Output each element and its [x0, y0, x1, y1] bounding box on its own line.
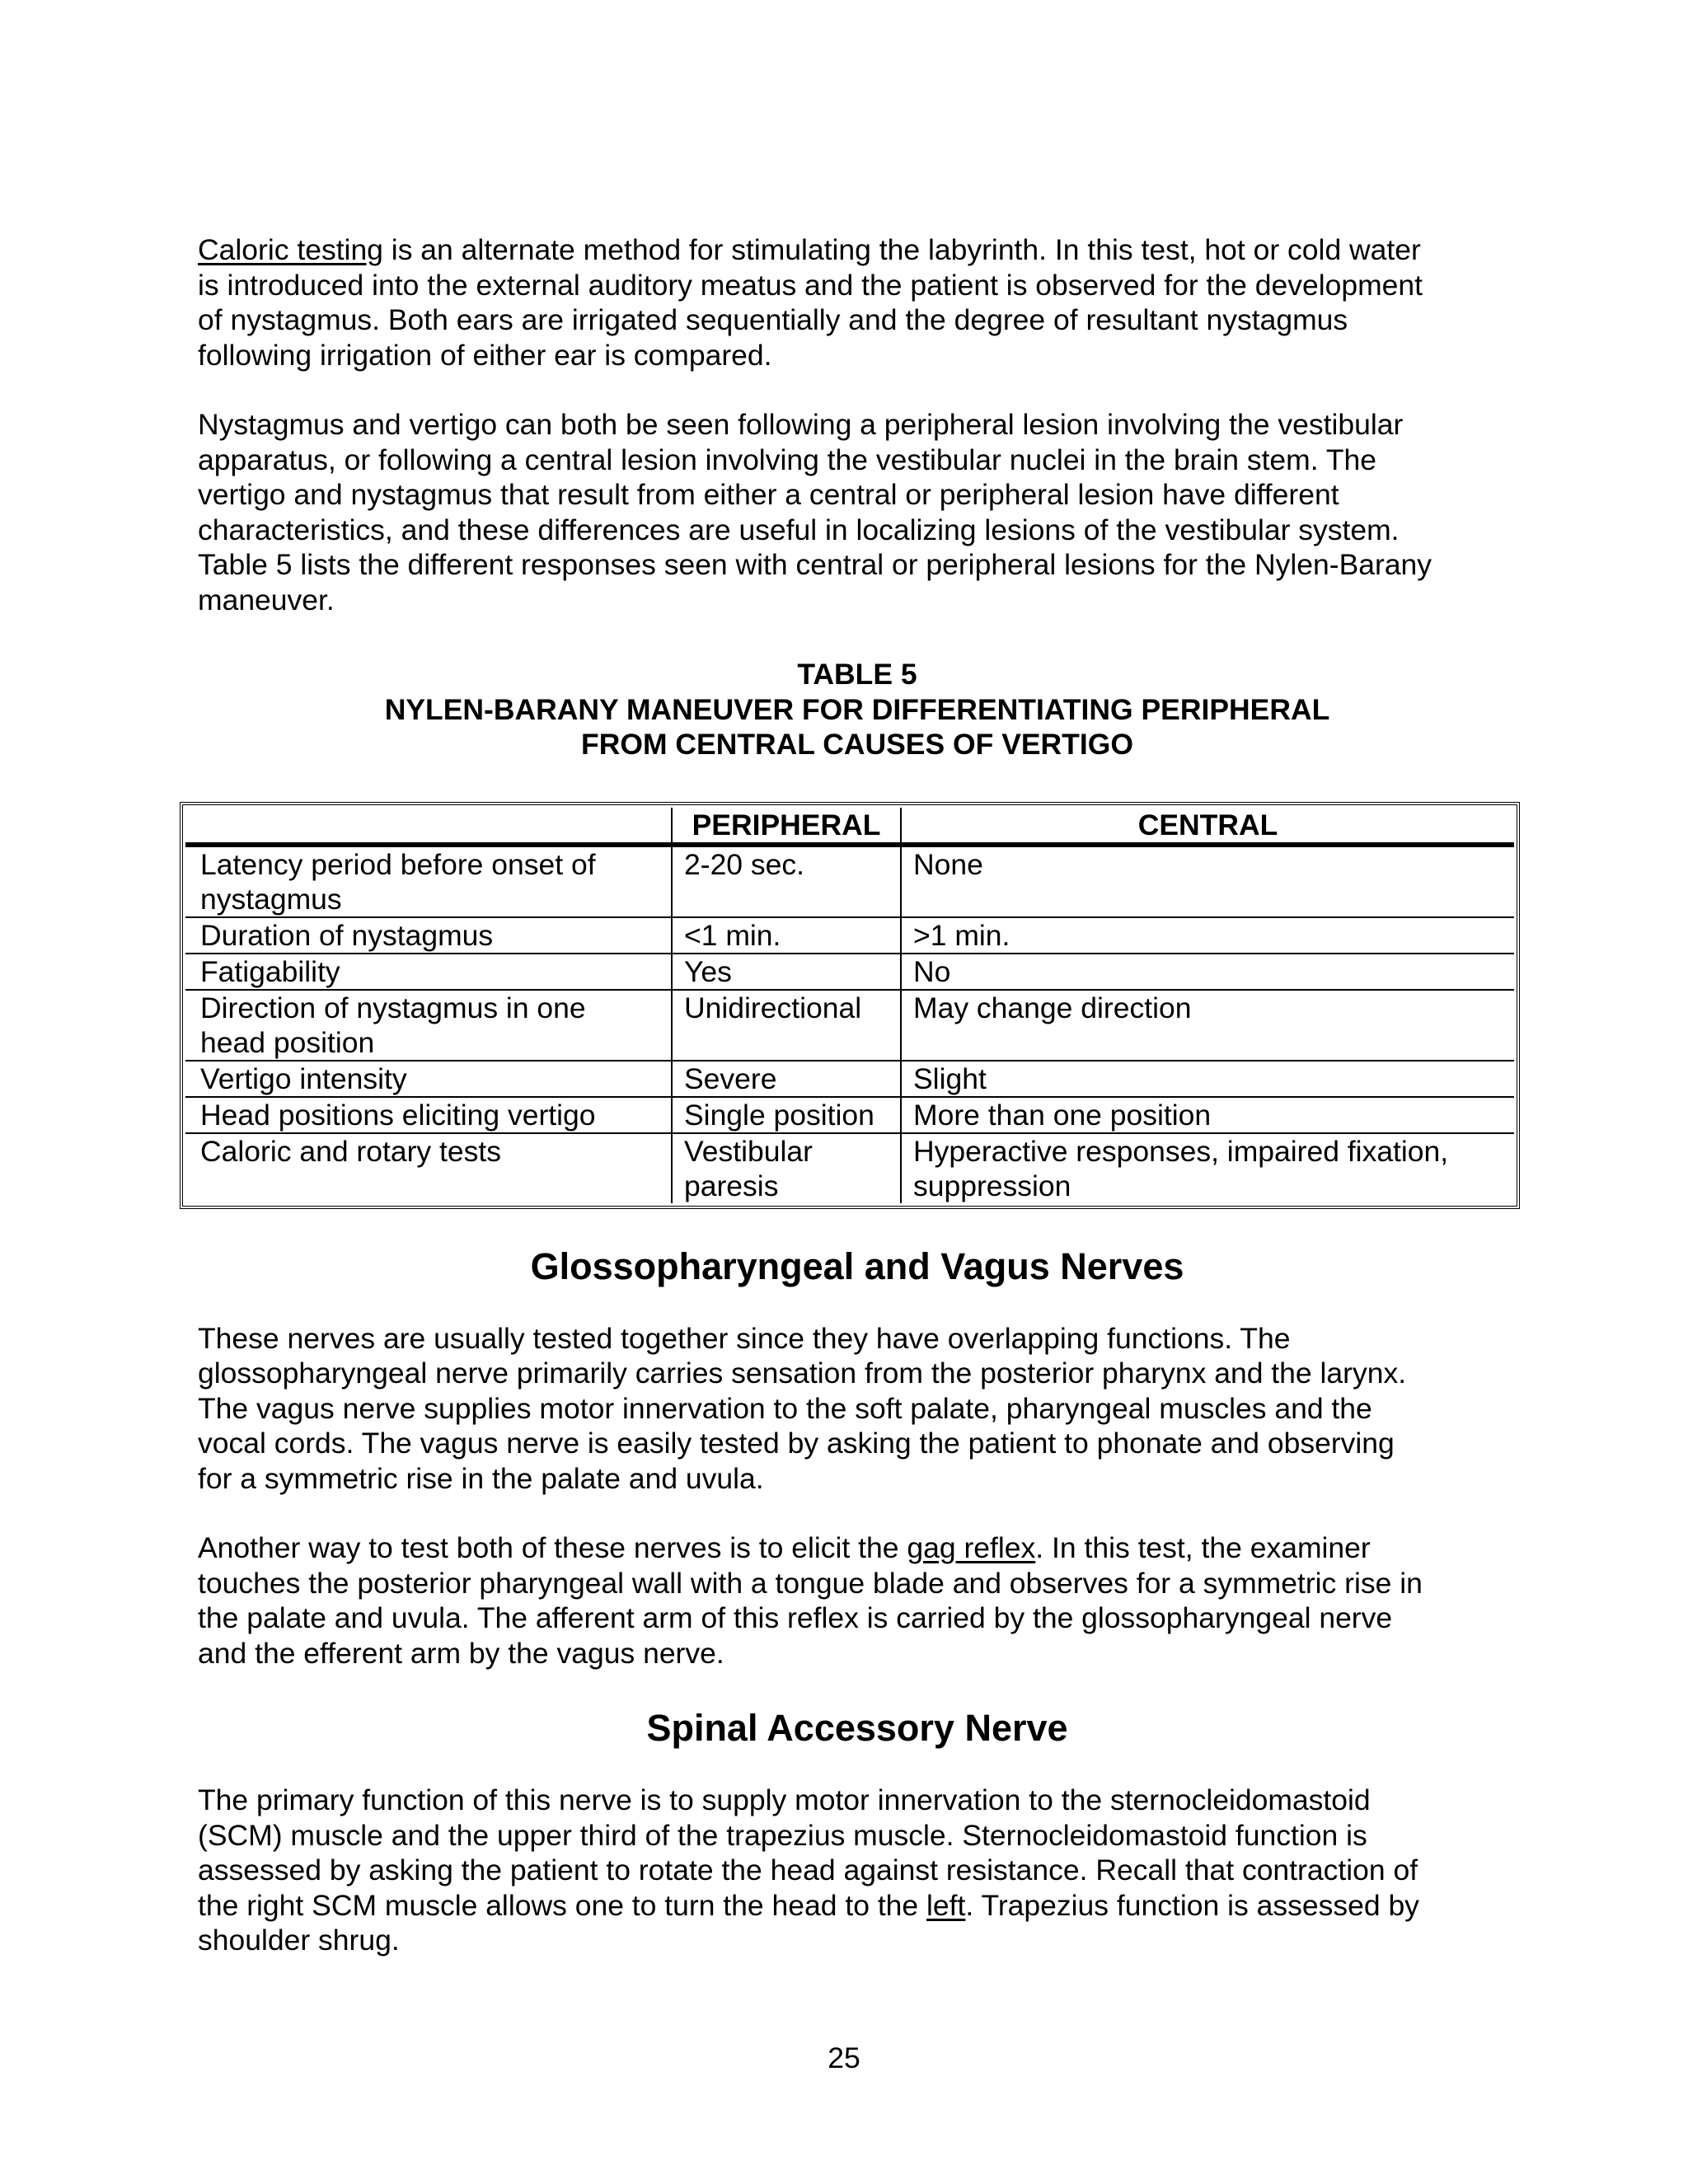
- table-row: [185, 954, 1514, 990]
- glossopharyngeal-paragraph-1: These nerves are usually tested together since they have overlapping functions. The glossopharyngeal nerve primarily carries sensation from the posterior pharynx and the larynx. The vagus nerve supplies motor innervation to the soft palate, pharyngeal muscles and the vocal cords. The vagus nerve is easily tested by asking the patient to phonate and observing for a symmetric rise in the palate and uvula.: [198, 1321, 1407, 1495]
- glossopharyngeal-heading: Glossopharyngeal and Vagus Nerves: [530, 1244, 1184, 1287]
- peripheral-cell: Single position: [672, 1097, 901, 1133]
- header-cell-peripheral: PERIPHERAL: [672, 808, 901, 845]
- document-page: [198, 232, 1517, 1958]
- table-row: [185, 1061, 1514, 1097]
- table-title-line-2: FROM CENTRAL CAUSES OF VERTIGO: [581, 728, 1133, 761]
- central-cell: May change direction: [901, 990, 1514, 1061]
- gag-reflex-paragraph: [198, 1530, 1517, 1671]
- left-term: left: [926, 1888, 966, 1922]
- caloric-testing-term: Caloric testing: [198, 233, 383, 266]
- feature-cell: Latency period before onset of nystagmus: [185, 845, 672, 917]
- table-label: TABLE 5: [797, 658, 917, 691]
- peripheral-cell: 2-20 sec.: [672, 845, 901, 917]
- page-number: 25: [828, 2041, 860, 2074]
- table-frame: [180, 802, 1520, 1209]
- nylen-barany-table: [185, 808, 1514, 1203]
- central-cell: None: [901, 845, 1514, 917]
- feature-cell: Fatigability: [185, 954, 672, 990]
- feature-cell: Head positions eliciting vertigo: [185, 1097, 672, 1133]
- feature-cell: Caloric and rotary tests: [185, 1133, 672, 1203]
- spinal-accessory-paragraph: [198, 1783, 1517, 1958]
- header-cell-empty: [185, 808, 672, 845]
- central-cell: Slight: [901, 1061, 1514, 1097]
- peripheral-cell: <1 min.: [672, 917, 901, 954]
- central-cell: No: [901, 954, 1514, 990]
- table-header-row: [185, 808, 1514, 845]
- feature-cell: Duration of nystagmus: [185, 917, 672, 954]
- feature-cell: Direction of nystagmus in one head position: [185, 990, 672, 1061]
- table-row: [185, 1133, 1514, 1203]
- caloric-testing-paragraph: [198, 232, 1517, 373]
- peripheral-cell: Vestibular paresis: [672, 1133, 901, 1203]
- central-cell: Hyperactive responses, impaired fixation, suppression: [901, 1133, 1514, 1203]
- central-cell: More than one position: [901, 1097, 1514, 1133]
- spinal-accessory-text-before: The primary function of this nerve is to supply motor innervation to the sternocleidomastoid (SCM) muscle and the upper third of the trapezius muscle. Sternocleidomastoid function is assessed by asking the patient to rotate the head against resistance. Recall that contraction of the right SCM muscle allows one to turn the head to the: [198, 1783, 1418, 1922]
- caloric-testing-text: is an alternate method for stimulating the labyrinth. In this test, hot or cold water is introduced into the external auditory meatus and the patient is observed for the development of nystagmus. Both ears are irrigated sequentially and the degree of resultant nystagmus following irrigation of either ear is compared.: [198, 233, 1423, 372]
- nystagmus-vertigo-paragraph: Nystagmus and vertigo can both be seen following a peripheral lesion involving the vestibular apparatus, or following a central lesion involving the vestibular nuclei in the brain stem. The vertigo and nystagmus that result from either a central or peripheral lesion have different characteristics, and these differences are useful in localizing lesions of the vestibular system. Table 5 lists the different responses seen with central or peripheral lesions for the Nylen-Barany maneuver.: [198, 408, 1432, 616]
- table-title-line-1: NYLEN-BARANY MANEUVER FOR DIFFERENTIATING PERIPHERAL: [384, 692, 1330, 726]
- table-row: [185, 845, 1514, 917]
- spinal-accessory-heading: Spinal Accessory Nerve: [646, 1707, 1068, 1749]
- gag-reflex-text-after: . In this test, the examiner touches the posterior pharyngeal wall with a tongue blade and observes for a symmetric rise in the palate and uvula. The afferent arm of this reflex is carried by the glossopharyngeal nerve and the efferent arm by the vagus nerve.: [198, 1531, 1423, 1670]
- peripheral-cell: Severe: [672, 1061, 901, 1097]
- gag-reflex-text-before: Another way to test both of these nerves is to elicit the: [198, 1531, 907, 1564]
- gag-reflex-term: gag reflex: [907, 1531, 1036, 1564]
- table-row: [185, 917, 1514, 954]
- central-cell: >1 min.: [901, 917, 1514, 954]
- peripheral-cell: Unidirectional: [672, 990, 901, 1061]
- table-row: [185, 990, 1514, 1061]
- peripheral-cell: Yes: [672, 954, 901, 990]
- spinal-accessory-text-after: . Trapezius function is assessed by shoulder shrug.: [198, 1888, 1419, 1957]
- table-caption: [198, 657, 1517, 762]
- feature-cell: Vertigo intensity: [185, 1061, 672, 1097]
- header-cell-central: CENTRAL: [901, 808, 1514, 845]
- table-row: [185, 1097, 1514, 1133]
